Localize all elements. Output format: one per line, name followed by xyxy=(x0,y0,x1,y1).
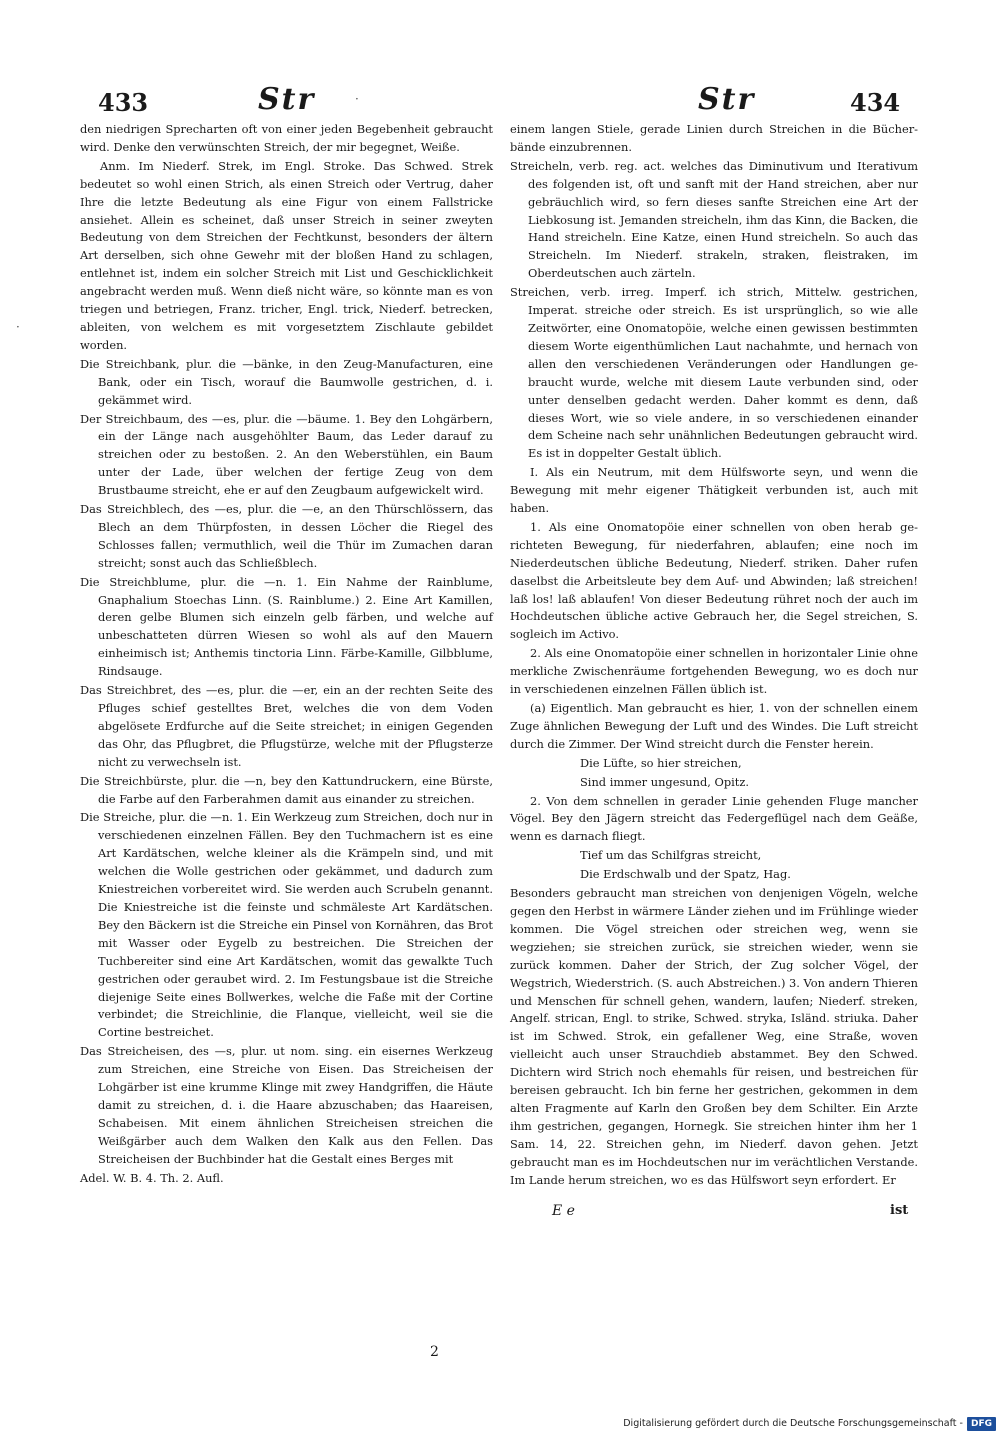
left-page-number: 433 xyxy=(98,88,149,117)
dictionary-paragraph: 2. Als eine Onomatopöie einer schnellen in horizontaler Linie ohne merkliche Zwischenräume fortgehenden Bewegung, wo es doch nur in verschiedenen einzelnen Fällen üblich ist. xyxy=(510,646,918,697)
dictionary-paragraph: den niedrigen Sprecharten oft von einer jeden Begebenheit gebraucht wird. Denke den verwünschten Streich, der mir begegnet, Weiße. xyxy=(80,122,493,154)
dictionary-paragraph: Das Streicheisen, des —s, plur. ut nom. sing. ein eisernes Werkzeug zum Streichen, eine Streiche von Eisen. Das Streicheisen der Lohgärber ist eine krumme Klinge mit zwey Handgriffen, die Häute damit zu streichen, d. i. die Haare abzuschaben; das Haareisen, Schabeisen. Mit einem ähnlichen Streicheisen streichen die Weißgärber auch dem Walken den Kalk aus den Fellen. Das Streicheisen der Buchbinder hat die Gestalt eines Berges mit xyxy=(80,1044,493,1166)
left-running-header: Str xyxy=(258,82,316,117)
dictionary-paragraph: einem langen Stiele, gerade Linien durch Streichen in die Bücherbände einzubrennen. xyxy=(510,122,918,154)
catchword-right: ist xyxy=(890,1203,909,1218)
margin-mark: · xyxy=(355,92,359,106)
footer-text: Digitalisierung gefördert durch die Deutsche Forschungsgemeinschaft - xyxy=(623,1418,963,1429)
dictionary-paragraph: Das Streichbret, des —es, plur. die —er, ein an der rechten Seite des Pfluges schief gestelltes Bret, welches die von dem Voden abgelösete Erdfurche auf die Seite streichet; in einigen Gegenden das Ohr, das Pflugbret, die Pflugstürze, welche mit der Pflugsterze nicht zu verwechseln ist. xyxy=(80,683,493,769)
left-text-column xyxy=(80,121,493,1188)
dictionary-paragraph: Besonders gebraucht man streichen von denjenigen Vögeln, welche gegen den Herbst in wärmere Länder ziehen und im Frühlinge wieder kommen. Die Vögel streichen oder streichen weg, wenn sie wegziehen; sie streichen zurück, sie streichen wieder, wenn sie zurück kommen. Daher der Strich, der Zug solcher Vögel, der Wegstrich, Wiederstrich. (S. auch Abstreichen.) 3. Von andern Thieren und Menschen für schnell gehen, wandern, laufen; Niederf. streken, Angelf. strican, Engl. to strike, Schwed. stryka, Isländ. striuka. Daher ist im Schwed. Strok, ein gefallener Weg, eine Straße, woven vielleicht auch unser Strauchdieb abstammet. Bey den Schwed. Dichtern wird Strich noch ehemahls für reisen, und bestreichen für bereisen gebraucht. Ich bin ferne her gestrichen, gekommen in dem alten Fragmente auf Karln den Großen bey dem Schilter. Ein Arzte ihm gestrichen, gegangen, Hornegk. Sie streichen hinter ihm her 1 Sam. 14, 22. Streichen gehn, im Niederf. davon gehen. Jetzt gebraucht man es im Hochdeutschen nur im verächtlichen Verstande. Im Lande herum streichen, wo es das Hülfswort seyn erfordert. Er xyxy=(510,886,918,1187)
verse-line: Die Erdschwalb und der Spatz, Hag. xyxy=(580,867,791,882)
right-text-column xyxy=(510,121,918,1190)
dictionary-paragraph: 1. Als eine Onomatopöie einer schnellen von oben herab gerichteten Bewegung, für niederfahren, ablaufen; eine noch im Niederdeutschen übliche Bedeutung, Niederf. striken. Daher rufen daselbst die Arbeitsleute bey dem Auf- und Abwinden; laß streichen! laß los! laß ablaufen! Von dieser Bedeutung rühret noch der auch im Hochdeutschen übliche active Gebrauch her, die Segel streichen, S. sogleich im Activo. xyxy=(510,519,918,642)
catchword-left: E e xyxy=(552,1203,575,1219)
verse-line: Die Lüfte, so hier streichen, xyxy=(580,755,742,770)
right-page-number: 434 xyxy=(850,88,901,117)
dictionary-paragraph: Die Streichbürste, plur. die —n, bey den Kattundruckern, eine Bürste, die Farbe auf den Farberahmen damit aus einander zu streichen. xyxy=(80,773,493,806)
digitization-footer xyxy=(623,1416,996,1432)
signature-mark: 2 xyxy=(430,1344,439,1360)
dfg-logo: DFG xyxy=(967,1417,996,1431)
dictionary-paragraph: Das Streichblech, des —es, plur. die —e, an den Thürschlössern, das Blech an dem Thürpfosten, in dessen Löcher die Riegel des Schlosses fallen; vermuthlich, weil die Thür im Zumachen daran streicht; sonst auch das Schließblech. xyxy=(80,502,493,570)
dictionary-paragraph: I. Als ein Neutrum, mit dem Hülfsworte seyn, und wenn die Bewegung mit mehr eigener Thätigkeit verbunden ist, auch mit haben. xyxy=(510,465,918,516)
dictionary-paragraph: Die Streichbank, plur. die —bänke, in den Zeug-Manufacturen, eine Bank, oder ein Tisch, worauf die Baumwolle gestrichen, d. i. gekämmet wird. xyxy=(80,356,493,407)
verse-line: Sind immer ungesund, Opitz. xyxy=(580,774,749,789)
dictionary-paragraph: Die Streichblume, plur. die —n. 1. Ein Nahme der Rainblume, Gnaphalium Stoechas Linn. (S. Rainblume.) 2. Eine Art Kamillen, deren gelbe Blumen sich einzeln gelb färben, und welche auf unbeschatteten dürren Wiesen so wohl als auf den Mauern einheimisch ist; Anthemis tinctoria Linn. Färbe-Kamille, Gilbblume, Rindsauge. xyxy=(80,574,493,679)
verse-line: Tief um das Schilfgras streicht, xyxy=(580,848,762,863)
right-running-header: Str xyxy=(698,82,756,117)
dictionary-paragraph: Adel. W. B. 4. Th. 2. Aufl. xyxy=(80,1170,224,1185)
margin-mark: · xyxy=(16,320,20,334)
dictionary-paragraph: Der Streichbaum, des —es, plur. die —bäume. 1. Bey den Lohgärbern, ein der Länge nach ausgehöhlter Baum, das Leder darauf zu streichen oder zu bestoßen. 2. An den Weberstühlen, ein Baum unter der Lade, über welchen der fertige Zeug von dem Brustbaume streicht, ehe er auf den Zeugbaum aufgewickelt wird. xyxy=(80,411,493,498)
dictionary-paragraph: Anm. Im Niederf. Strek, im Engl. Stroke. Das Schwed. Strek bedeutet so wohl einen Strich, als einen Streich oder Vertrug, daher Ihre die letzte Bedeutung als eine Figur von einem Fallstricke ansiehet. Allein es scheinet, daß unser Streich in seiner zweyten Bedeutung von dem Streichen der Fechtkunst, besonders der ältern Art derselben, sich ohne Gewehr mit der bloßen Hand zu schlagen, entlehnet ist, indem ein solcher Streich mit List und Geschicklichkeit angebracht werden muß. Wenn dieß nicht wäre, so könnte man es von triegen und betriegen, Franz. tricher, Engl. trick, Niederf. betrecken, ableiten, von welchem es mit vorgesetztem Zischlaute gebildet worden. xyxy=(80,158,493,352)
dictionary-paragraph: Streichen, verb. irreg. Imperf. ich strich, Mittelw. gestrichen, Imperat. streiche oder streich. Es ist ursprünglich, so wie alle Zeitwörter, eine Onomatopöie, welche einen gewissen bestimmten diesem Worte eigenthümlichen Laut nachahmte, und hernach von allen den verschiedenen Veränderungen oder Handlungen gebraucht wurde, welche mit diesem Laute verbunden sind, oder unter denselben gedacht werden. Daher kommt es denn, daß dieses Wort, wie so viele andere, in so verschiedenen einander dem Scheine nach sehr unähnlichen Bedeutungen gebraucht wird. Es ist in doppelter Gestalt üblich. xyxy=(510,285,918,461)
dictionary-paragraph: Streicheln, verb. reg. act. welches das Diminutivum und Iterativum des folgenden ist, oft und sanft mit der Hand streichen, aber nur gebräuchlich wird, so fern dieses sanfte Streichen eine Art der Liebkosung ist. Jemanden streicheln, ihm das Kinn, die Backen, die Hand streicheln. Eine Katze, einen Hund streicheln. So auch das Streicheln. Im Niederf. strakeln, straken, fleistraken, im Oberdeutschen auch zärteln. xyxy=(510,158,918,281)
dictionary-paragraph: Die Streiche, plur. die —n. 1. Ein Werkzeug zum Streichen, doch nur in verschiedenen einzelnen Fällen. Bey den Tuchmachern ist es eine Art Kardätschen, welche kleiner als die Krämpeln sind, und mit welchen die Wolle gestrichen oder gekämmet, und dadurch zum Kniestreichen vorbereitet wird. Sie werden auch Scrubeln genannt. Die Kniestreiche ist die feinste und schmäleste Art Kardätschen. Bey den Bäckern ist die Streiche ein Pinsel von Kornähren, das Brot mit Wasser oder Eygelb zu bestreichen. Die Streichen der Tuchbereiter sind eine Art Kardätschen, womit das gewalkte Tuch gestrichen oder geraubet wird. 2. Im Festungsbaue ist die Streiche diejenige Seite eines Bollwerkes, welche die Faße mit der Cortine verbindet; die Streichlinie, die Flanque, vielleicht, weil sie die Cortine bestreichet. xyxy=(80,810,493,1040)
dictionary-paragraph: 2. Von dem schnellen in gerader Linie gehenden Fluge mancher Vögel. Bey den Jägern streicht das Federgeflügel nach dem Geäße, wenn es darnach fliegt. xyxy=(510,793,918,844)
dictionary-paragraph: (a) Eigentlich. Man gebraucht es hier, 1. von der schnellen einem Zuge ähnlichen Bewegung der Luft und des Windes. Die Luft streicht durch die Zimmer. Der Wind streicht durch die Fenster herein. xyxy=(510,701,918,751)
